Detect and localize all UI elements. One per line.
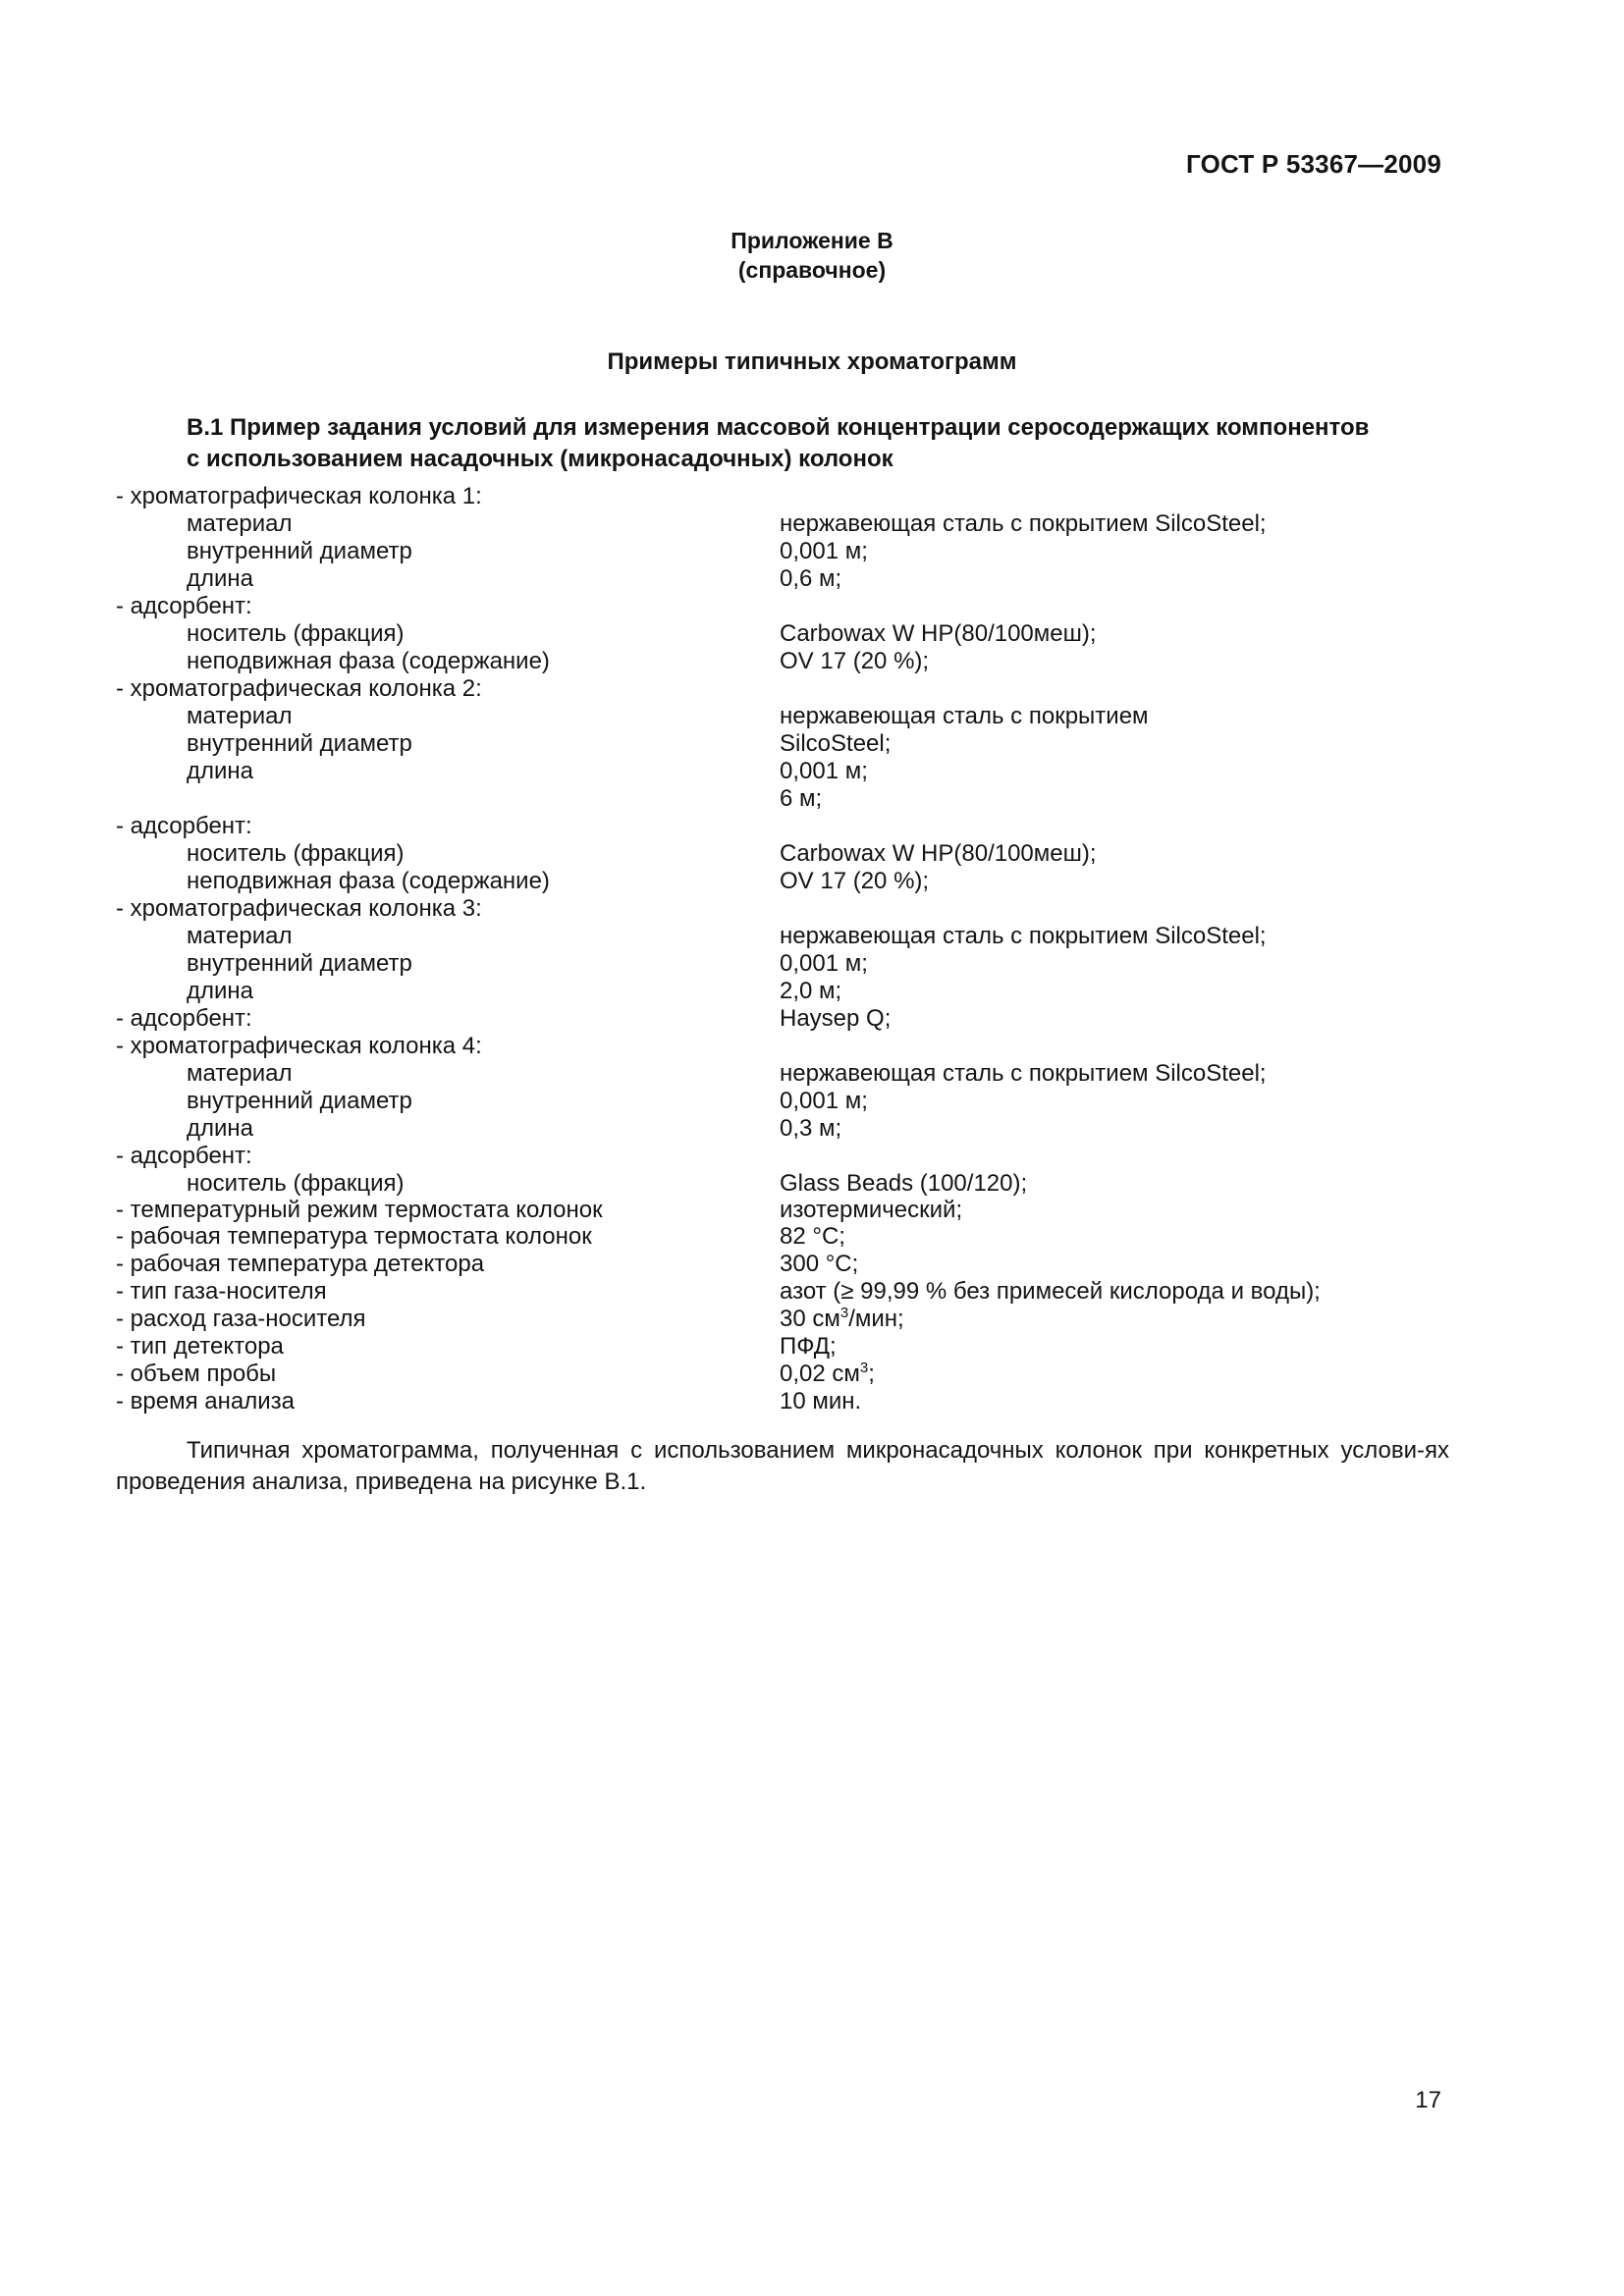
spec-value: OV 17 (20 %);	[780, 868, 930, 894]
spec-label: - адсорбент:	[116, 1005, 252, 1032]
spec-row	[116, 703, 1471, 730]
spec-row	[116, 510, 1471, 538]
appendix-kind: (справочное)	[737, 257, 887, 283]
spec-row	[116, 565, 1471, 593]
spec-label: - адсорбент:	[116, 813, 252, 839]
spec-row	[116, 620, 1471, 648]
spec-label: - тип детектора	[116, 1333, 284, 1360]
spec-label: - рабочая температура детектора	[116, 1251, 485, 1277]
spec-value: нержавеющая сталь с покрытием SilcoSteel;	[780, 510, 1267, 537]
spec-value: Haysep Q;	[780, 1005, 892, 1032]
spec-label: - расход газа-носителя	[116, 1306, 366, 1332]
subsection-heading	[187, 412, 1463, 475]
spec-label: - тип газа-носителя	[116, 1278, 327, 1305]
spec-row	[116, 1143, 1471, 1170]
spec-value: 0,001 м;	[780, 950, 868, 977]
spec-row	[116, 785, 1471, 813]
spec-value: изотермический;	[780, 1197, 963, 1223]
spec-label: материал	[187, 703, 293, 729]
spec-row	[116, 1251, 1471, 1278]
spec-row	[116, 1278, 1471, 1306]
spec-label: внутренний диаметр	[187, 538, 412, 564]
spec-row	[116, 840, 1471, 868]
spec-row	[116, 1333, 1471, 1361]
spec-row	[116, 895, 1471, 923]
page-number: 17	[1415, 2087, 1441, 2113]
spec-row	[116, 1306, 1471, 1333]
spec-label: - адсорбент:	[116, 593, 252, 619]
spec-row	[116, 1088, 1471, 1115]
spec-value: 0,001 м;	[780, 758, 868, 784]
spec-label: внутренний диаметр	[187, 950, 412, 977]
spec-label: - температурный режим термостата колонок	[116, 1197, 603, 1223]
spec-label: носитель (фракция)	[187, 840, 405, 867]
spec-label: - адсорбент:	[116, 1143, 252, 1169]
spec-label: - объем пробы	[116, 1361, 277, 1387]
spec-value: 0,02 $см^3$;	[780, 1360, 875, 1387]
spec-label: - рабочая температура термостата колонок	[116, 1223, 592, 1250]
spec-row	[116, 538, 1471, 565]
spec-row	[116, 1361, 1471, 1388]
spec-value: ПФД;	[780, 1333, 837, 1360]
body-paragraph: Типичная хроматограмма, полученная с использованием микронасадочных колонок при конкретных услови-ях проведения анализа, приведена на рисунке В.1.	[116, 1437, 1449, 1495]
spec-value: 0,3 м;	[780, 1115, 842, 1142]
spec-label: длина	[187, 978, 254, 1004]
section-title: Примеры типичных хроматограмм	[607, 348, 1017, 375]
spec-row	[116, 758, 1471, 785]
spec-row	[116, 675, 1471, 703]
spec-row	[116, 813, 1471, 840]
spec-label: - хроматографическая колонка 2:	[116, 675, 482, 702]
spec-row	[116, 1005, 1471, 1033]
spec-value: OV 17 (20 %);	[780, 648, 930, 674]
spec-row	[116, 923, 1471, 950]
spec-value: 0,6 м;	[780, 565, 842, 592]
spec-label: длина	[187, 1115, 254, 1142]
spec-row	[116, 868, 1471, 895]
spec-row	[116, 1197, 1471, 1223]
spec-value: 82 °С;	[780, 1223, 845, 1250]
appendix-title: Приложение В	[731, 228, 893, 253]
spec-row	[116, 1060, 1471, 1088]
spec-value: Glass Beads (100/120);	[780, 1170, 1028, 1197]
spec-value: 10 мин.	[780, 1388, 862, 1415]
spec-label: носитель (фракция)	[187, 1170, 405, 1197]
spec-row	[116, 730, 1471, 758]
spec-row	[116, 593, 1471, 620]
spec-value: Carbowax W HP(80/100меш);	[780, 840, 1097, 867]
spec-row	[116, 1115, 1471, 1143]
spec-label: носитель (фракция)	[187, 620, 405, 647]
spec-value: нержавеющая сталь с покрытием SilcoSteel;	[780, 1060, 1267, 1087]
spec-label: материал	[187, 923, 293, 949]
spec-value: нержавеющая сталь с покрытием	[780, 703, 1149, 729]
spec-label: неподвижная фаза (содержание)	[187, 648, 550, 674]
spec-value: 0,001 м;	[780, 1088, 868, 1114]
spec-value: нержавеющая сталь с покрытием SilcoSteel;	[780, 923, 1267, 949]
spec-value: 2,0 м;	[780, 978, 842, 1004]
spec-value: 0,001 м;	[780, 538, 868, 564]
spec-label: - хроматографическая колонка 4:	[116, 1033, 482, 1059]
spec-label: длина	[187, 565, 254, 592]
subsection-line-1: В.1 Пример задания условий для измерения массовой концентрации серосодержащих компонентов	[187, 414, 1370, 441]
spec-row	[116, 483, 1471, 510]
spec-label: материал	[187, 1060, 293, 1087]
document-code: ГОСТ Р 53367—2009	[1186, 149, 1441, 179]
subsection-line-2: с использованием насадочных (микронасадочных) колонок	[187, 446, 893, 472]
spec-value: 300 °С;	[780, 1251, 859, 1277]
spec-label: - хроматографическая колонка 1:	[116, 483, 482, 509]
spec-label: длина	[187, 758, 254, 784]
spec-value: Carbowax W HP(80/100меш);	[780, 620, 1097, 647]
spec-label: материал	[187, 510, 293, 537]
spec-label: - хроматографическая колонка 3:	[116, 895, 482, 922]
spec-label: - время анализа	[116, 1388, 295, 1415]
conditions-list	[116, 483, 1471, 1415]
spec-row	[116, 648, 1471, 675]
spec-row	[116, 950, 1471, 978]
spec-value: 30 $см^3$/мин;	[780, 1305, 904, 1332]
spec-row	[116, 978, 1471, 1005]
spec-row	[116, 1388, 1471, 1415]
spec-label: внутренний диаметр	[187, 730, 412, 757]
appendix-heading	[0, 226, 1624, 285]
spec-value: SilcoSteel;	[780, 730, 892, 757]
spec-row	[116, 1033, 1471, 1060]
spec-label: внутренний диаметр	[187, 1088, 412, 1114]
spec-row	[116, 1170, 1471, 1197]
spec-label: неподвижная фаза (содержание)	[187, 868, 550, 894]
spec-row	[116, 1223, 1471, 1251]
spec-value: 6 м;	[780, 785, 823, 812]
spec-value: азот (≥ 99,99 % без примесей кислорода и воды);	[780, 1278, 1321, 1305]
